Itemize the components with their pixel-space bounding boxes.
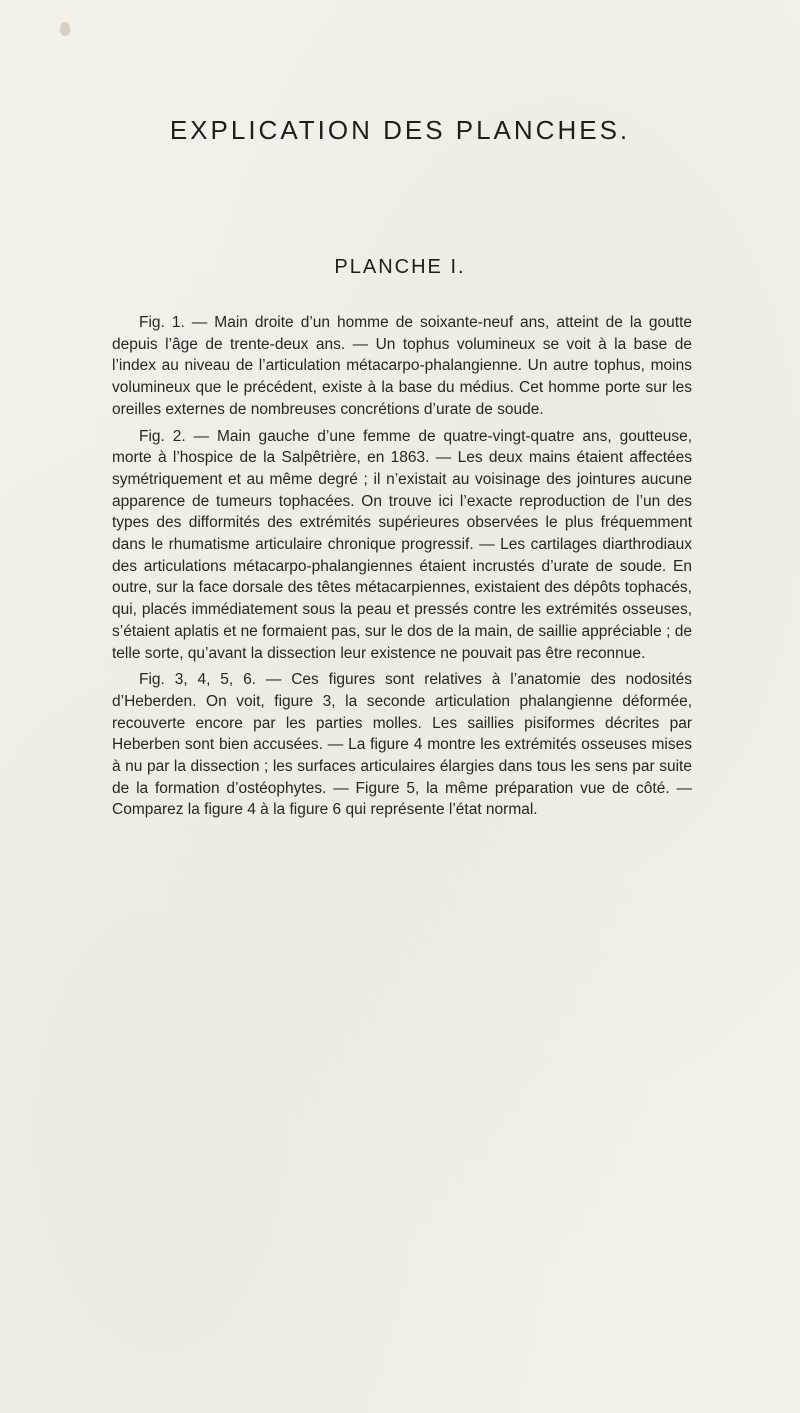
figures-3-6-paragraph: Fig. 3, 4, 5, 6. — Ces figures sont relatives à l’anatomie des nodosités d’Heberden. On voit, figure 3, la seconde articulation phalangienne déformée, recouverte encore par les parties molles. Les saillies pisiformes décrites par Heberben sont bien accusées. — La figure 4 montre les extrémités osseuses mises à nu par la dissection ; les surfaces articulaires élargies dans tous les sens par suite de la formation d’ostéophytes. — Figure 5, la même préparation vue de côté. — Comparez la figure 4 à la figure 6 qui représente l’état normal. [112, 671, 692, 819]
paper-stain [60, 22, 70, 36]
plate-explanation [112, 312, 692, 826]
plate-heading: PLANCHE I. [334, 256, 466, 278]
figure-1-paragraph: Fig. 1. — Main droite d’un homme de soixante-neuf ans, atteint de la goutte depuis l’âge de trente-deux ans. — Un tophus volumineux se voit à la base de l’index au niveau de l’articulation métacarpo-phalangienne. Un autre tophus, moins volumineux que le précédent, existe à la base du médius. Cet homme porte sur les oreilles externes de nombreuses concrétions d’urate de soude. [112, 314, 692, 418]
figure-2-paragraph: Fig. 2. — Main gauche d’une femme de quatre-vingt-quatre ans, goutteuse, morte à l’hospice de la Salpêtrière, en 1863. — Les deux mains étaient affectées symétriquement et au même degré ; il n’existait au voisinage des jointures aucune apparence de tumeurs tophacées. On trouve ici l’exacte reproduction de l’un des types des difformités des extrémités supérieures observées le plus fréquemment dans le rhumatisme articulaire chronique progressif. — Les cartilages diarthrodiaux des articulations métacarpo-phalangiennes étaient incrustés d’urate de soude. En outre, sur la face dorsale des têtes métacarpiennes, existaient des dépôts tophacés, qui, placés immédiatement sous la peau et pressés contre les extrémités osseuses, s’étaient aplatis et ne formaient pas, sur le dos de la main, de saillie appréciable ; de telle sorte, qu’avant la dissection leur existence ne pouvait pas être reconnue. [112, 427, 692, 662]
page-title: EXPLICATION DES PLANCHES. [169, 115, 631, 145]
